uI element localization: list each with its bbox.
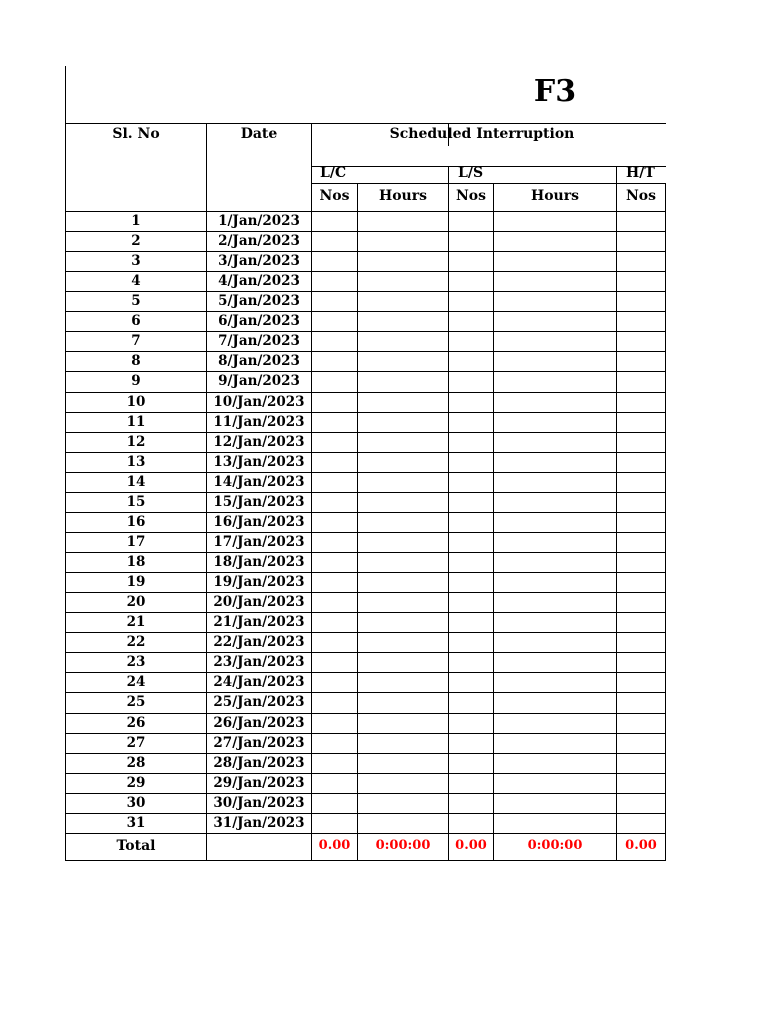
header-lc-nos: Nos [319, 188, 350, 204]
col-line [311, 123, 312, 861]
col-line [357, 183, 358, 861]
header-ls: L/S [458, 165, 484, 181]
row-line [65, 672, 666, 673]
row-line [65, 813, 666, 814]
row-date: 26/Jan/2023 [213, 715, 305, 731]
row-date: 10/Jan/2023 [213, 394, 305, 410]
row-date: 27/Jan/2023 [213, 735, 305, 751]
total-lc-hours: 0:00:00 [375, 838, 431, 853]
bottom-line [65, 860, 666, 861]
row-date: 8/Jan/2023 [218, 353, 300, 369]
row-date: 9/Jan/2023 [218, 373, 300, 389]
header-ht-nos: Nos [625, 188, 657, 204]
row-line [65, 412, 666, 413]
total-ls-nos: 0.00 [455, 838, 487, 853]
row-date: 19/Jan/2023 [213, 574, 305, 590]
row-date: 31/Jan/2023 [213, 815, 305, 831]
header-ls-nos: Nos [455, 188, 487, 204]
row-sl-no: 13 [126, 454, 146, 470]
form-title: F3 [533, 74, 577, 109]
row-line [65, 472, 666, 473]
row-line [65, 331, 666, 332]
row-line [65, 713, 666, 714]
header-date: Date [240, 126, 278, 142]
header-top-line [65, 123, 666, 124]
row-line [65, 371, 666, 372]
row-sl-no: 20 [126, 594, 146, 610]
row-line [65, 793, 666, 794]
row-line [65, 211, 666, 212]
row-sl-no: 28 [126, 755, 146, 771]
row-line [65, 251, 666, 252]
row-sl-no: 15 [126, 494, 146, 510]
row-sl-no: 6 [131, 313, 141, 329]
row-sl-no: 26 [126, 715, 146, 731]
row-line [65, 532, 666, 533]
row-date: 7/Jan/2023 [218, 333, 300, 349]
row-sl-no: 5 [131, 293, 141, 309]
row-date: 20/Jan/2023 [213, 594, 305, 610]
header-ht: H/T [626, 165, 655, 181]
total-ht-nos: 0.00 [625, 838, 657, 853]
row-date: 13/Jan/2023 [213, 454, 305, 470]
row-line [65, 512, 666, 513]
row-line [65, 572, 666, 573]
col-line [448, 166, 449, 861]
row-sl-no: 14 [126, 474, 146, 490]
row-sl-no: 21 [126, 614, 146, 630]
row-line [65, 231, 666, 232]
subheader-line [311, 183, 666, 184]
row-sl-no: 11 [126, 414, 146, 430]
row-sl-no: 22 [126, 634, 146, 650]
row-line [65, 692, 666, 693]
row-sl-no: 2 [131, 233, 141, 249]
row-date: 2/Jan/2023 [218, 233, 300, 249]
row-date: 4/Jan/2023 [218, 273, 300, 289]
row-sl-no: 17 [126, 534, 146, 550]
row-sl-no: 3 [131, 253, 141, 269]
row-sl-no: 9 [131, 373, 141, 389]
row-sl-no: 16 [126, 514, 146, 530]
row-line [65, 291, 666, 292]
row-line [65, 552, 666, 553]
row-date: 3/Jan/2023 [218, 253, 300, 269]
row-date: 22/Jan/2023 [213, 634, 305, 650]
row-line [65, 432, 666, 433]
row-date: 15/Jan/2023 [213, 494, 305, 510]
row-date: 17/Jan/2023 [213, 534, 305, 550]
header-sl-no: Sl. No [112, 126, 160, 142]
row-line [65, 632, 666, 633]
row-sl-no: 25 [126, 694, 146, 710]
row-sl-no: 8 [131, 353, 141, 369]
row-sl-no: 24 [126, 674, 146, 690]
right-border [665, 183, 666, 861]
row-date: 28/Jan/2023 [213, 755, 305, 771]
row-sl-no: 1 [131, 213, 141, 229]
row-date: 23/Jan/2023 [213, 654, 305, 670]
row-sl-no: 23 [126, 654, 146, 670]
group-line [311, 166, 666, 167]
row-date: 18/Jan/2023 [213, 554, 305, 570]
col-line [616, 166, 617, 861]
row-sl-no: 30 [126, 795, 146, 811]
row-date: 30/Jan/2023 [213, 795, 305, 811]
row-sl-no: 10 [126, 394, 146, 410]
row-date: 6/Jan/2023 [218, 313, 300, 329]
row-sl-no: 29 [126, 775, 146, 791]
row-sl-no: 18 [126, 554, 146, 570]
header-lc-hours: Hours [378, 188, 427, 204]
row-sl-no: 7 [131, 333, 141, 349]
row-line [65, 652, 666, 653]
row-line [65, 271, 666, 272]
row-date: 24/Jan/2023 [213, 674, 305, 690]
row-sl-no: 27 [126, 735, 146, 751]
row-sl-no: 4 [131, 273, 141, 289]
row-line [65, 833, 666, 834]
row-sl-no: 31 [126, 815, 146, 831]
row-sl-no: 12 [126, 434, 146, 450]
header-lc: L/C [320, 165, 347, 181]
header-ls-hours: Hours [530, 188, 579, 204]
row-line [65, 351, 666, 352]
header-scheduled-interruption: Scheduled Interruption [389, 126, 575, 142]
total-lc-nos: 0.00 [318, 838, 351, 853]
row-date: 11/Jan/2023 [213, 414, 305, 430]
row-line [65, 733, 666, 734]
row-date: 25/Jan/2023 [213, 694, 305, 710]
row-line [65, 753, 666, 754]
row-line [65, 311, 666, 312]
row-line [65, 612, 666, 613]
row-line [65, 773, 666, 774]
row-line [65, 452, 666, 453]
row-line [65, 592, 666, 593]
row-line [65, 392, 666, 393]
row-date: 14/Jan/2023 [213, 474, 305, 490]
total-ls-hours: 0:00:00 [527, 838, 583, 853]
col-line [493, 183, 494, 861]
row-date: 21/Jan/2023 [213, 614, 305, 630]
total-label: Total [116, 838, 156, 854]
row-date: 29/Jan/2023 [213, 775, 305, 791]
row-sl-no: 19 [126, 574, 146, 590]
row-date: 1/Jan/2023 [218, 213, 300, 229]
row-date: 5/Jan/2023 [218, 293, 300, 309]
row-line [65, 492, 666, 493]
row-date: 12/Jan/2023 [213, 434, 305, 450]
row-date: 16/Jan/2023 [213, 514, 305, 530]
